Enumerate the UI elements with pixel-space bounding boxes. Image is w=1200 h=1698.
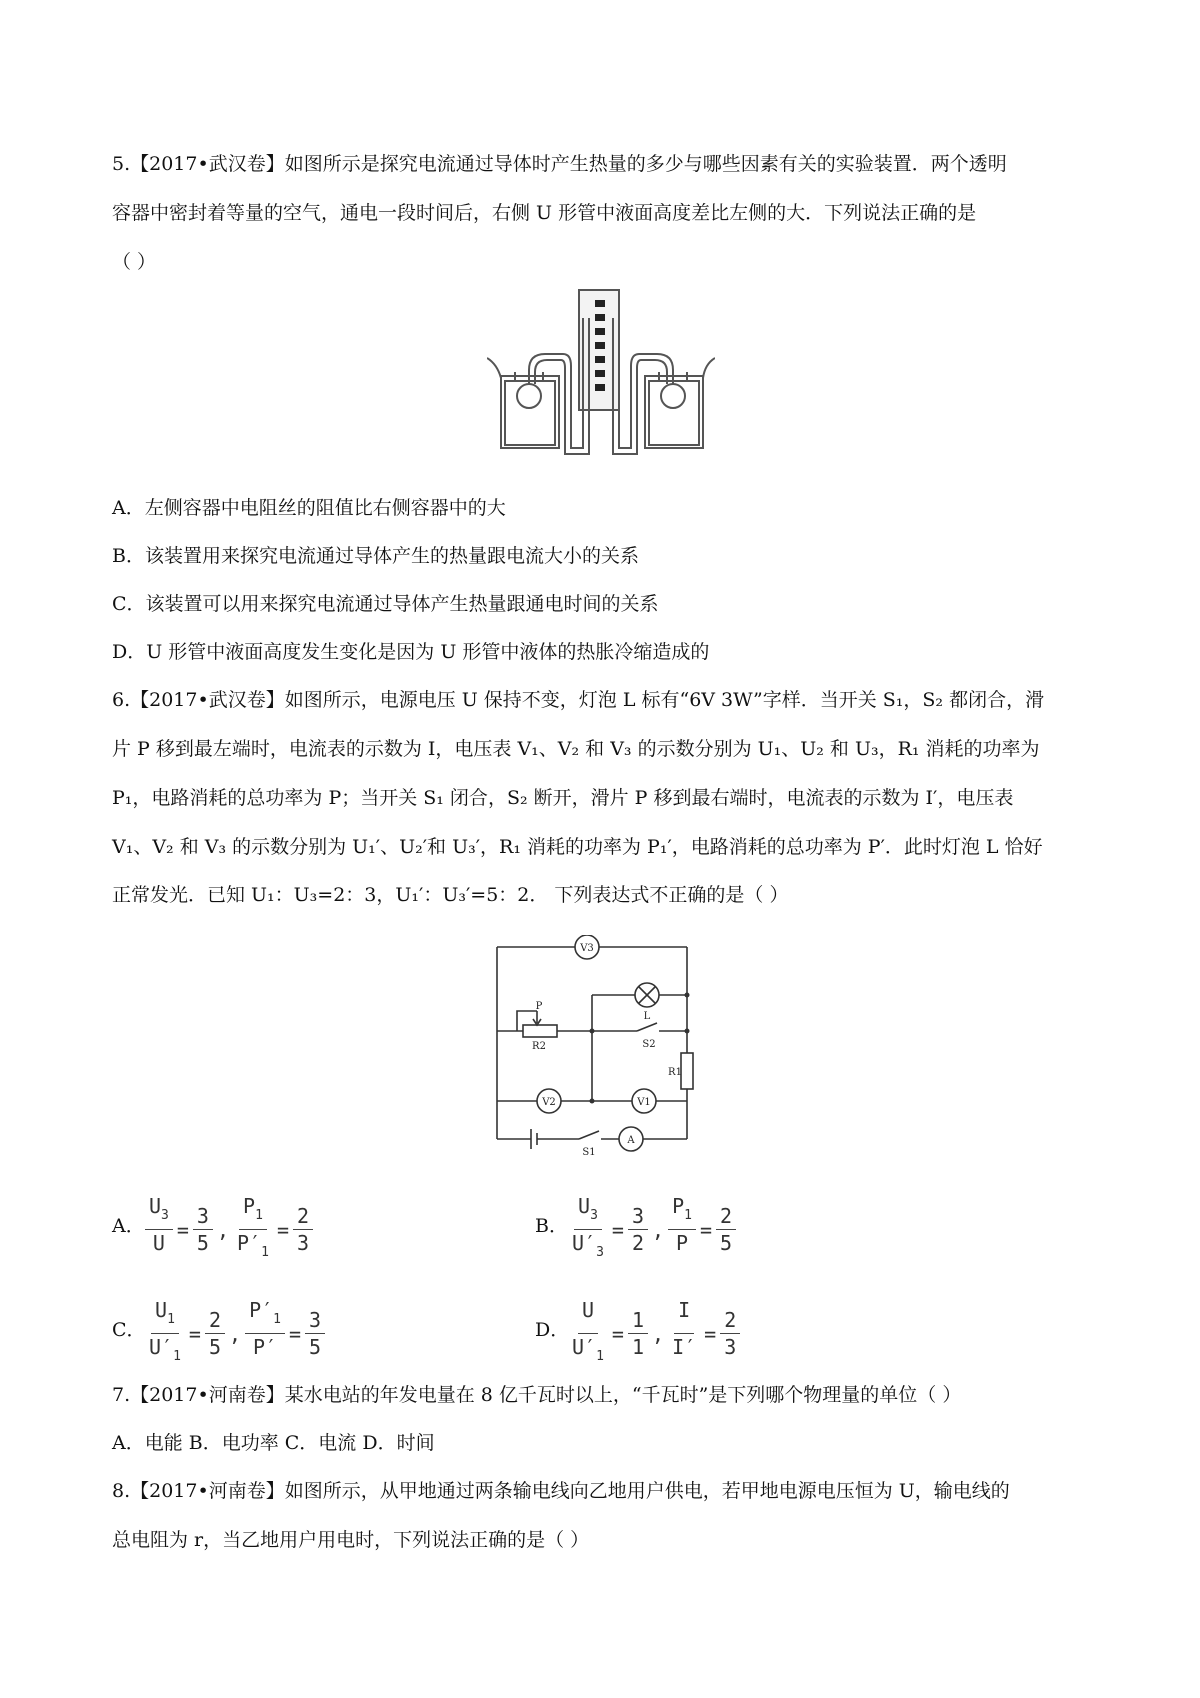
q5-stem-line3: （ ） <box>112 251 157 273</box>
q8-stem-line1: 8.【2017•河南卷】如图所示，从甲地通过两条输电线向乙地用户供电，若甲地电源电压恒为 U，输电线的 <box>112 1480 1010 1502</box>
s1-label: S1 <box>582 1147 596 1155</box>
v3-label: V3 <box>580 943 594 954</box>
q6-stem-line3: P₁，电路消耗的总功率为 P；当开关 S₁ 闭合，S₂ 断开，滑片 P 移到最右端时，电流表的示数为 I′，电压表 <box>112 787 1014 809</box>
q6-option-b-formula: $\frac{U_3}{U'_3}$ = $\frac{3}{2}$ , $\frac{P_1}{P}$ = $\frac{2}{5}$ <box>565 1193 739 1266</box>
q7-stem-line1: 7.【2017•河南卷】某水电站的年发电量在 8 亿千瓦时以上，“千瓦时”是下列哪个物理量的单位（ ） <box>112 1384 962 1406</box>
ammeter-label: A <box>627 1135 635 1146</box>
q6-circuit-figure <box>487 935 707 1155</box>
q8-stem-line2: 总电阻为 r，当乙地用户用电时，下列说法正确的是（ ） <box>112 1529 590 1551</box>
q6-option-d-formula: $\frac{U}{U'_1}$ = $\frac{1}{1}$ , $\frac{I}{I'}$ = $\frac{2}{3}$ <box>565 1297 743 1370</box>
r1-label: R1 <box>668 1067 682 1078</box>
q5-option-d: D．U 形管中液面高度发生变化是因为 U 形管中液体的热胀冷缩造成的 <box>112 641 710 663</box>
slider-p-label: P <box>535 1001 543 1012</box>
q6-option-a-formula: $\frac{U_3}{U}$ = $\frac{3}{5}$ , $\frac{P_1}{P'_1}$ = $\frac{2}{3}$ <box>142 1193 316 1266</box>
q5-apparatus-figure <box>487 288 715 460</box>
r2-label: R2 <box>532 1041 546 1052</box>
q5-stem-line1: 5.【2017•武汉卷】如图所示是探究电流通过导体时产生热量的多少与哪些因素有关的实验装置．两个透明 <box>112 153 1007 175</box>
s2-label: S2 <box>642 1039 656 1050</box>
q6-stem-line1: 6.【2017•武汉卷】如图所示，电源电压 U 保持不变，灯泡 L 标有“6V 3W”字样．当开关 S₁，S₂ 都闭合，滑 <box>112 689 1045 711</box>
q6-stem-line2: 片 P 移到最左端时，电流表的示数为 I，电压表 V₁、V₂ 和 V₃ 的示数分别为 U₁、U₂ 和 U₃，R₁ 消耗的功率为 <box>112 738 1040 760</box>
q5-stem-line2: 容器中密封着等量的空气，通电一段时间后，右侧 U 形管中液面高度差比左侧的大．下列说法正确的是 <box>112 202 977 224</box>
q6-stem-line4: V₁、V₂ 和 V₃ 的示数分别为 U₁′、U₂′和 U₃′，R₁ 消耗的功率为 P₁′，电路消耗的总功率为 P′．此时灯泡 L 恰好 <box>112 836 1043 858</box>
q6-option-c-formula: $\frac{U_1}{U'_1}$ = $\frac{2}{5}$ , $\frac{P'_1}{P'}$ = $\frac{3}{5}$ <box>142 1297 328 1370</box>
q5-option-c: C．该装置可以用来探究电流通过导体产生热量跟通电时间的关系 <box>112 593 659 615</box>
q6-option-d-letter: D． <box>535 1319 570 1341</box>
q6-option-a-letter: A． <box>112 1215 145 1237</box>
q6-option-b-letter: B． <box>535 1215 568 1237</box>
v2-label: V2 <box>542 1097 556 1108</box>
q6-stem-line5: 正常发光．已知 U₁：U₃=2：3，U₁′：U₃′=5：2． 下列表达式不正确的是（ ） <box>112 884 789 906</box>
q5-option-a: A．左侧容器中电阻丝的阻值比右侧容器中的大 <box>112 497 506 519</box>
q7-options: A．电能 B．电功率 C．电流 D．时间 <box>112 1432 435 1454</box>
q5-option-b: B．该装置用来探究电流通过导体产生的热量跟电流大小的关系 <box>112 545 639 567</box>
v1-label: V1 <box>637 1097 651 1108</box>
q6-option-c-letter: C． <box>112 1319 146 1341</box>
lamp-label: L <box>643 1011 651 1022</box>
